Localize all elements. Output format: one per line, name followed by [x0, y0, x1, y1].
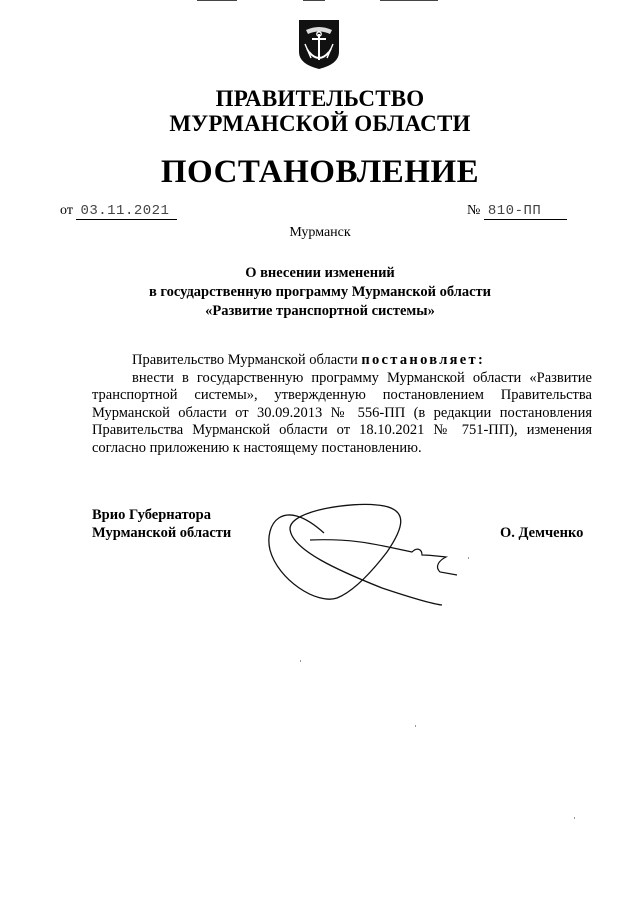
- number-prefix: №: [467, 203, 481, 218]
- title-line1: О внесении изменений: [245, 265, 395, 281]
- date-value: 03.11.2021: [76, 203, 177, 220]
- scan-speck: [415, 725, 416, 727]
- scan-line: [380, 0, 438, 1]
- body-p1-decree-word: постановляет:: [361, 352, 486, 368]
- document-body: [92, 352, 592, 457]
- scan-speck: [300, 660, 301, 662]
- scan-speck: [574, 817, 575, 819]
- scan-line: [303, 0, 325, 1]
- title-line3: «Развитие транспортной системы»: [205, 303, 435, 319]
- scan-line: [197, 0, 237, 1]
- position-line1: Врио Губернатора: [92, 507, 211, 523]
- document-title: [0, 264, 640, 321]
- position-line2: Мурманской области: [92, 524, 232, 541]
- body-paragraph-2: внести в государственную программу Мурманской области «Развитие транспортной системы», утвержденную постановлением Правительства Мурманской области от 30.09.2013 № 556-ПП (в редакции постановления Правительства Мурманской области от 18.10.2021 № 751-ПП), изменения согласно приложению к настоящему постановлению.: [92, 369, 592, 456]
- body-paragraph-1: [92, 352, 592, 370]
- government-name-line1: ПРАВИТЕЛЬСТВО: [215, 86, 425, 111]
- coat-of-arms-icon: [297, 18, 341, 70]
- number-field: [467, 203, 567, 220]
- scan-speck: [468, 557, 469, 559]
- city-name: Мурманск: [289, 225, 351, 240]
- title-line2: в государственную программу Мурманской области: [148, 284, 492, 300]
- signatory-name: О. Демченко: [500, 525, 584, 541]
- government-name-line2: МУРМАНСКОЙ ОБЛАСТИ: [169, 111, 471, 136]
- signatory-position: [92, 507, 231, 542]
- number-value: 810-ПП: [484, 203, 567, 220]
- handwritten-signature: [262, 500, 467, 610]
- document-type-heading: ПОСТАНОВЛЕНИЕ: [160, 154, 480, 190]
- body-p1-prefix: Правительство Мурманской области: [132, 352, 362, 368]
- date-field: [60, 203, 177, 220]
- date-prefix: от: [60, 203, 73, 218]
